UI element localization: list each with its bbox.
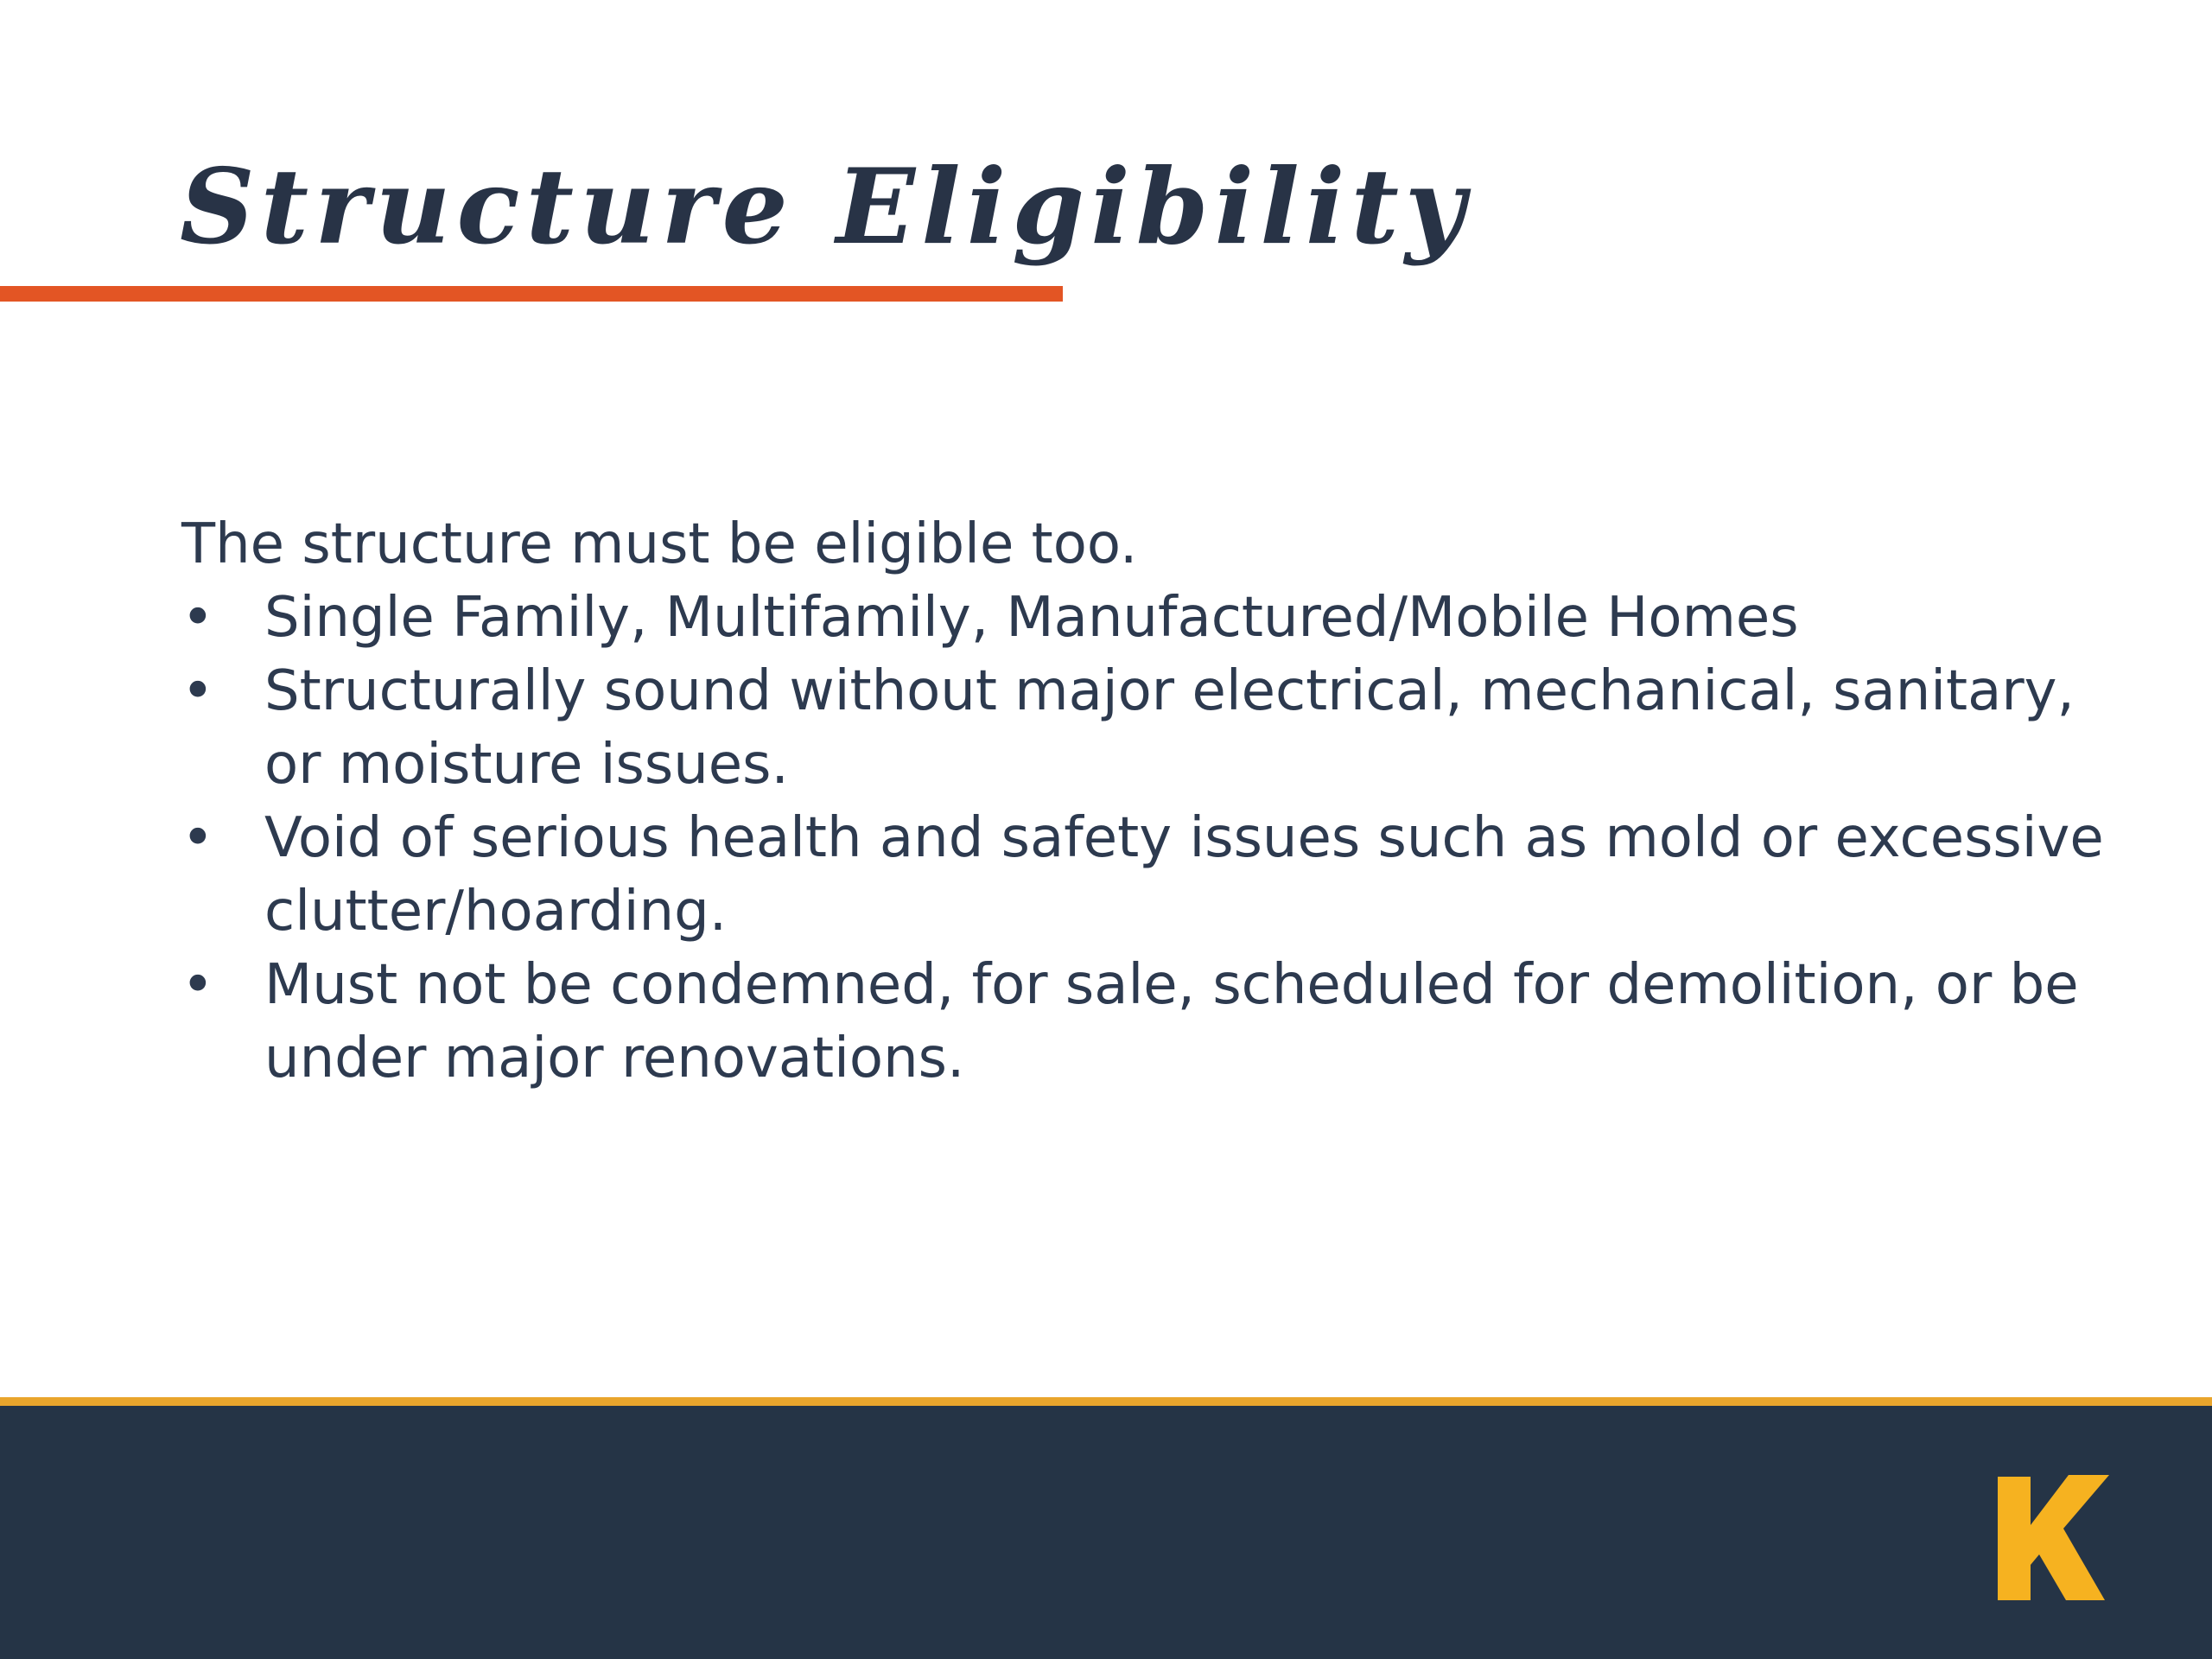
- intro-text: The structure must be eligible too.: [181, 512, 1138, 576]
- bullet-text: Void of serious health and safety issues such as mold or excessive clutter/hoarding.: [264, 806, 2104, 944]
- k-logo-icon: [1998, 1475, 2112, 1600]
- footer-band: [0, 1397, 2212, 1659]
- slide-body: [181, 508, 2126, 1096]
- bullet-icon: •: [181, 806, 214, 870]
- bullet-list: [181, 582, 2126, 1096]
- bullet-text: Must not be condemned, for sale, scheduled for demolition, or be under major renovations.: [264, 953, 2079, 1090]
- bullet-icon: •: [181, 659, 214, 723]
- bullet-icon: •: [181, 953, 214, 1017]
- slide-title: Structure Eligibility: [180, 146, 1471, 268]
- bullet-item: [181, 802, 2126, 949]
- bullet-item: [181, 582, 2126, 655]
- bullet-icon: •: [181, 586, 214, 650]
- bullet-text: Structurally sound without major electrical, mechanical, sanitary, or moisture issues.: [264, 659, 2075, 797]
- bullet-item: [181, 655, 2126, 802]
- bullet-text: Single Family, Multifamily, Manufactured/Mobile Homes: [264, 586, 1799, 650]
- bullet-item: [181, 949, 2126, 1096]
- k-logo-shape: [1998, 1475, 2109, 1600]
- title-underline: [0, 286, 1063, 302]
